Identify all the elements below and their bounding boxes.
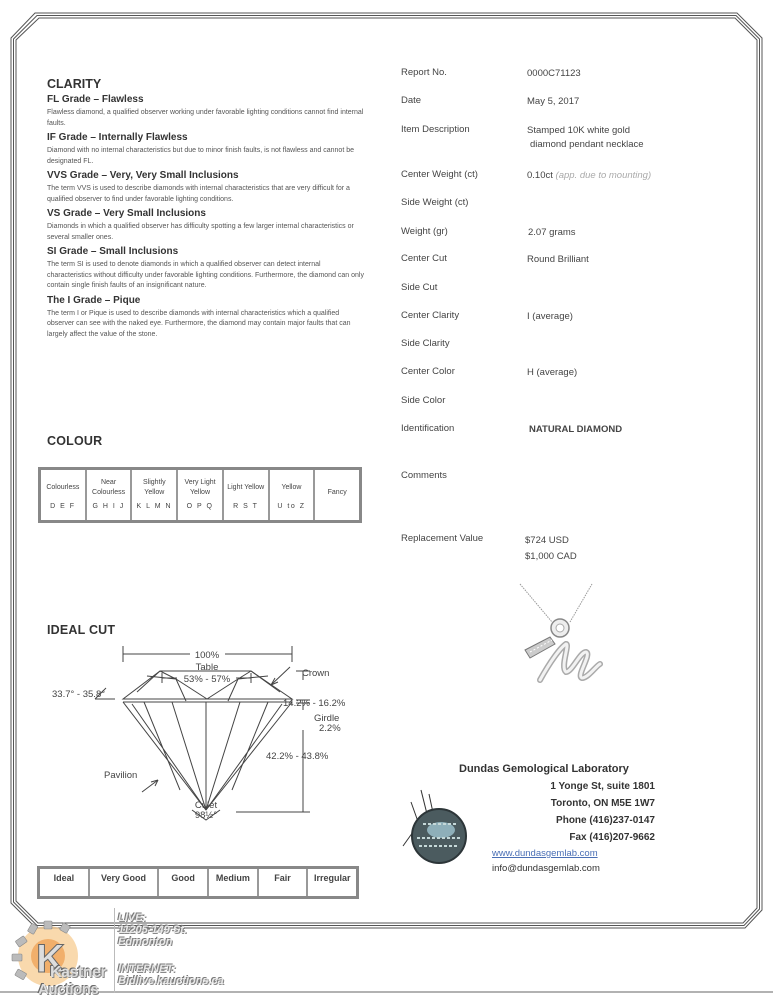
colour-grades: O P Q [186,503,214,510]
center-weight-note: (app. due to mounting) [555,170,652,181]
row-label: Center Weight (ct) [401,169,478,180]
colour-cell [41,470,85,520]
row-label: Side Weight (ct) [401,197,469,208]
pendant-photo [500,582,620,687]
colour-grades: U to Z [277,503,306,510]
clarity-grade-heading: FL Grade – Flawless [47,94,144,105]
row-value: May 5, 2017 [527,96,580,107]
divider [114,908,115,993]
clarity-grade-heading: The I Grade – Pique [47,294,141,306]
clarity-grade-text: Diamonds in which a qualified observer has difficulty spotting a few larger internal characteristics or several smaller ones. [47,223,354,241]
row-label: Date [401,95,422,106]
lab-phone: Phone (416)237-0147 [556,815,655,826]
culet-value: 98½° [194,810,218,821]
colour-grades: G H I J [92,503,125,510]
replacement-cad: $1,000 CAD [525,551,577,562]
colour-name: Near Colourless [92,478,126,496]
row-label: Replacement Value [401,533,484,544]
diamond-cut-diagram [40,640,370,830]
colour-name: Colourless [46,483,80,491]
cut-grade-cell: Irregular [308,869,356,896]
row-value: 2.07 grams [528,227,576,238]
colour-scale-table [38,467,362,523]
colour-name: Yellow [281,483,302,491]
colour-name: Very Light Yellow [184,478,216,496]
colour-cell [87,470,131,520]
internet-label: INTERNET: [118,963,176,975]
cut-grade-table [37,866,359,899]
cut-grade-cell: Medium [209,869,257,896]
row-label: Identification [401,423,455,434]
row-label: Center Clarity [401,310,460,321]
colour-grades: K L M N [136,503,173,510]
clarity-grade-text: Diamond with no internal characteristics but due to minor finish faults, is not flawless and cannot be designated FL. [47,147,354,165]
row-label: Side Color [401,395,446,406]
row-value: Round Brilliant [527,254,589,265]
row-value: H (average) [527,367,578,378]
brand-name-line1: Kastner [50,964,107,981]
culet-label: Culet [194,800,218,811]
center-weight-value: 0.10ct [527,170,553,181]
colour-cell [315,470,359,520]
colour-cell [270,470,314,520]
clarity-grade-heading: VVS Grade – Very, Very Small Inclusions [47,170,239,181]
lab-address-1: 1 Yonge St, suite 1801 [550,781,655,792]
row-value: 0000C71123 [527,68,581,79]
row-label: Side Clarity [401,338,450,349]
lab-website-link[interactable]: www.dundasgemlab.com [492,848,598,859]
ideal-cut-title: IDEAL CUT [47,623,116,637]
live-label: LIVE: [118,912,147,924]
row-value [525,533,577,565]
clarity-grade-text: Flawless diamond, a qualified observer working under favorable lighting conditions cannot find internal faults. [47,109,364,127]
description-line-1: Stamped 10K white gold [527,125,630,136]
colour-name: Fancy [327,488,347,496]
lab-address-2: Toronto, ON M5E 1W7 [550,798,655,809]
row-label: Side Cut [401,282,438,293]
table-label: Table [195,662,219,673]
svg-text:K: K [36,937,65,981]
lab-fax: Fax (416)207-9662 [569,832,655,843]
clarity-grade-heading: IF Grade – Internally Flawless [47,132,188,143]
colour-cell [132,470,176,520]
crown-height: 14.2% - 16.2% [283,698,346,709]
row-label: Weight (gr) [401,226,448,237]
row-label: Report No. [401,67,447,78]
colour-name: Slightly Yellow [143,478,166,496]
girdle-value: 2.2% [319,723,341,734]
clarity-title: CLARITY [47,77,102,91]
table-range: 53% - 57% [183,674,231,685]
colour-grades: D E F [50,503,76,510]
description-line-2: diamond pendant necklace [530,139,644,150]
clarity-grade-text: The term I or Pique is used to describe diamonds with internal characteristics which a qualified observer can see with the naked eye. Furthermore, the diamond may contain major faults that can largely affect the value of the stone. [47,309,351,338]
colour-name: Light Yellow [227,483,265,491]
kastner-auctions-watermark [6,908,246,998]
cut-grade-cell: Ideal [40,869,88,896]
lab-email: info@dundasgemlab.com [492,863,600,874]
clarity-grade-text: The term VVS is used to describe diamonds with internal characteristics that are very difficult for a qualified observer to find under favorable lighting conditions. [47,185,350,203]
colour-cell [178,470,222,520]
colour-grades: R S T [233,503,259,510]
live-address-line1: 11205-149 St. [118,924,187,936]
colour-title: COLOUR [47,434,103,448]
row-value: I (average) [527,311,573,322]
cut-grade-cell: Good [159,869,207,896]
row-label: Center Color [401,366,455,377]
replacement-usd: $724 USD [525,535,569,546]
colour-cell [224,470,268,520]
cut-grade-cell: Very Good [90,869,158,896]
crown-angle: 33.7° - 35.8° [52,689,106,700]
clarity-grade-heading: SI Grade – Small Inclusions [47,246,179,257]
lab-contact-info [455,763,655,876]
row-label: Item Description [401,124,470,135]
cut-grade-cell: Fair [259,869,307,896]
pavilion-label: Pavilion [104,770,138,781]
row-label: Comments [401,470,447,481]
clarity-section [47,77,367,340]
row-label: Center Cut [401,253,447,264]
internet-url: Bidlive.kauctions.ca [118,975,224,987]
row-value: NATURAL DIAMOND [529,424,623,435]
pavilion-depth: 42.2% - 43.8% [266,751,329,762]
internet-info [118,963,224,987]
girdle-label: Girdle [314,713,340,724]
row-value [527,169,651,183]
brand-name-line2: Auctions [38,981,99,998]
diameter-label: 100% [194,650,220,661]
live-address-line2: Edmonton [118,936,173,948]
row-value [527,124,644,152]
crown-label: Crown [302,668,330,679]
live-address [118,912,187,948]
clarity-grade-text: The term SI is used to denote diamonds in which a qualified observer can detect internal characteristics without difficulty under favorable lighting conditions. Furthermore, the diamond can only contain single finish faults of an insignificant nature. [47,261,364,289]
lab-name: Dundas Gemological Laboratory [459,763,629,775]
clarity-grade-heading: VS Grade – Very Small Inclusions [47,208,206,219]
